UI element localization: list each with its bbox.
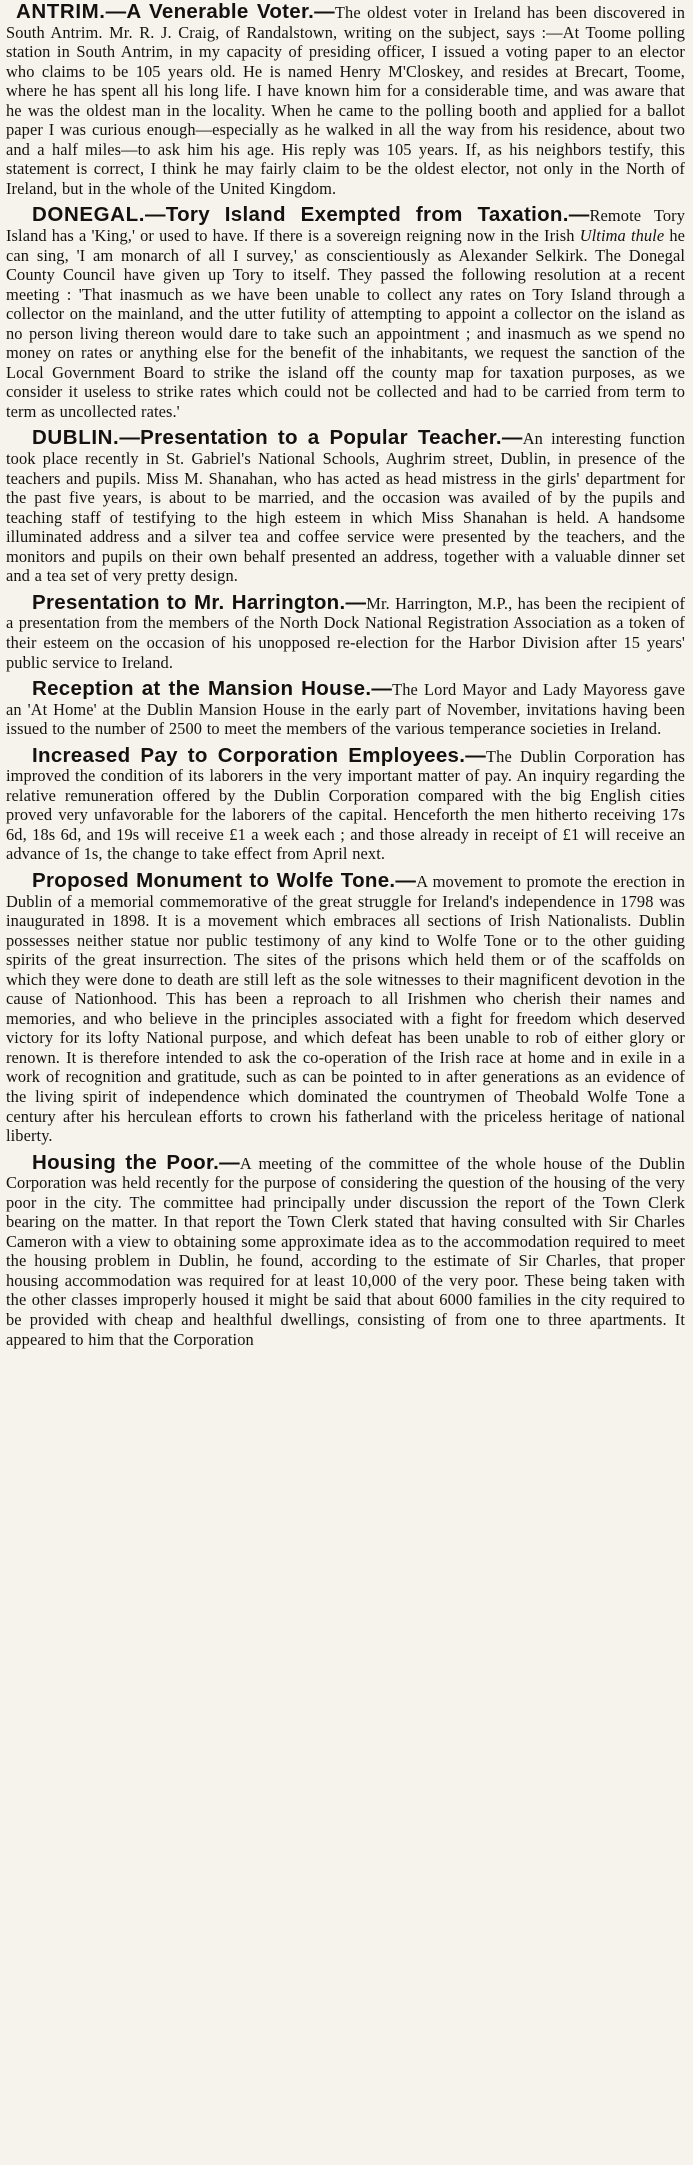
article-corporation-pay (6, 743, 685, 864)
article-antrim (6, 2, 685, 198)
article-body: The Dublin Corporation has improved the condition of its laborers in the very important matter of pay. An inquiry regarding the relative remuneration offered by the Dublin Corporation compared with the big English cities proved very unfavorable for the laborers of the capital. Henceforth the men hitherto receiving 17s 6d, 18s 6d, and 19s will receive £1 a week each ; and those already in receipt of £1 will receive an advance of 1s, the change to take effect from April next. (6, 746, 685, 864)
article-headline: —Tory Island Exempted from Taxation.— (145, 203, 590, 227)
article-harrington (6, 590, 685, 672)
article-location: DUBLIN. (32, 426, 120, 450)
article-headline: Proposed Monument to Wolfe Tone.— (32, 868, 417, 892)
article-housing-poor (6, 1150, 685, 1349)
article-headline: Reception at the Mansion House.— (32, 677, 393, 701)
article-headline: Increased Pay to Corporation Employees.— (32, 743, 487, 767)
article-headline: —A Venerable Voter.— (105, 0, 335, 23)
article-headline: Presentation to Mr. Harrington.— (32, 590, 367, 614)
article-body: The Lord Mayor and Lady Mayoress gave an 'At Home' at the Dublin Mansion House in the early part of November, invitations having been issued to the number of 2500 to meet the members of the various temperance societies in Ireland. (6, 680, 686, 739)
article-donegal (6, 205, 685, 421)
article-body: Remote Tory Island has a 'King,' or used to have. If there is a sovereign reigning now in the Irish (6, 206, 685, 246)
article-body: An interesting function took place recently in St. Gabriel's National Schools, Aughrim street, Dublin, in presence of the teachers and pupils. Miss M. Shanahan, who has acted as head mistress in the girls' department for the past five years, is about to be married, and the occasion was availed of by the pupils and teaching staff of testifying to the high esteem in which Miss Shanahan is held. A handsome illuminated address and a silver tea and coffee service were presented by the teachers, and the monitors and pupils on their own behalf presented an address, together with a valuable dinner set and a tea set of very pretty design. (6, 429, 685, 586)
article-headline: Housing the Poor.— (32, 1150, 240, 1174)
article-body: The oldest voter in Ireland has been discovered in South Antrim. Mr. R. J. Craig, of Randalstown, writing on the subject, says :—At Toome polling station in South Antrim, in my capacity of presiding officer, I issued a voting paper to an elector who claims to be 105 years old. He is named Henry M'Closkey, and resides at Brecart, Toome, where he has spent all his long life. I have known him for a considerable time, and was aware that he was the oldest man in the locality. When he came to the polling booth and applied for a ballot paper I was curious enough—especially as he walked in all the way from his residence, about two and a half miles—to ask him his age. His reply was 105 years. If, as his neighbors testify, this statement is correct, I think he may fairly claim to be the oldest elector, not only in the North of Ireland, but in the whole of the United Kingdom. (6, 3, 685, 198)
article-location: ANTRIM. (16, 0, 106, 23)
article-headline: —Presentation to a Popular Teacher.— (119, 426, 523, 450)
article-body: Mr. Harrington, M.P., has been the recipient of a presentation from the members of the North Dock National Registration Association as a token of their esteem on the occasion of his unopposed re-election for the Harbor Division after 15 years' public service to Ireland. (6, 593, 685, 672)
article-body-italic: Ultima thule (579, 226, 665, 246)
article-mansion-house (6, 679, 685, 739)
article-location: DONEGAL. (32, 203, 145, 227)
article-dublin-teacher (6, 428, 685, 585)
article-body: A movement to promote the erection in Dublin of a memorial commemorative of the great struggle for Ireland's independence in 1798 was inaugurated in 1898. It is a movement which embraces all sections of Irish Nationalists. Dublin possesses neither statue nor public testimony of any kind to Wolfe Tone or to the other guiding spirits of the great insurrection. The sites of the prisons which held them or of the scaffolds on which they were done to death are still left as the sole witnesses to their magnificent devotion in the cause of Nationhood. This has been a reproach to all Irishmen who cherish their names and memories, and who believe in the principles associated with a fight for freedom which deserved victory for its lofty National purpose, and which defeat has been unable to rob of either glory or renown. It is therefore intended to ask the co-operation of the Irish race at home and in exile in a work of recognition and gratitude, such as can be pointed to in after generations as an evidence of the living spirit of independence which dominated the countrymen of Theobald Wolfe Tone a century after his herculean efforts to crown his fatherland with the priceless heritage of national liberty. (6, 871, 685, 1146)
article-wolfe-tone (6, 868, 685, 1146)
article-body: A meeting of the committee of the whole house of the Dublin Corporation was held recently for the purpose of considering the question of the housing of the very poor in the city. The committee had principally under discussion the report of the Town Clerk bearing on the matter. In that report the Town Clerk stated that having consulted with Sir Charles Cameron with a view to obtaining some approximate idea as to the accommodation required to meet the housing problem in Dublin, he found, according to the estimate of Sir Charles, that proper housing accommodation was required for at least 10,000 of the very poor. These being taken with the other classes improperly housed it might be said that about 6000 families in the city required to be provided with cheap and healthful dwellings, consisting of from one to three apartments. It appeared to him that the Corporation (6, 1153, 685, 1349)
article-body-continued: he can sing, 'I am monarch of all I survey,' as conscientiously as Alexander Selkirk. The Donegal County Council have given up Tory to itself. They passed the following resolution at a recent meeting : 'That inasmuch as we have been unable to collect any rates on Tory Island through a collector on the mainland, and the utter futility of attempting to appoint a collector on the island as no person living thereon would dare to take such an appointment ; and inasmuch as we spend no money on rates or anything else for the benefit of the inhabitants, we request the sanction of the Local Government Board to strike the island off the county map for taxation purposes, as we consider it useless to strike rates which could not be collected and had to be carried from term to term as uncollected rates.' (6, 226, 685, 421)
